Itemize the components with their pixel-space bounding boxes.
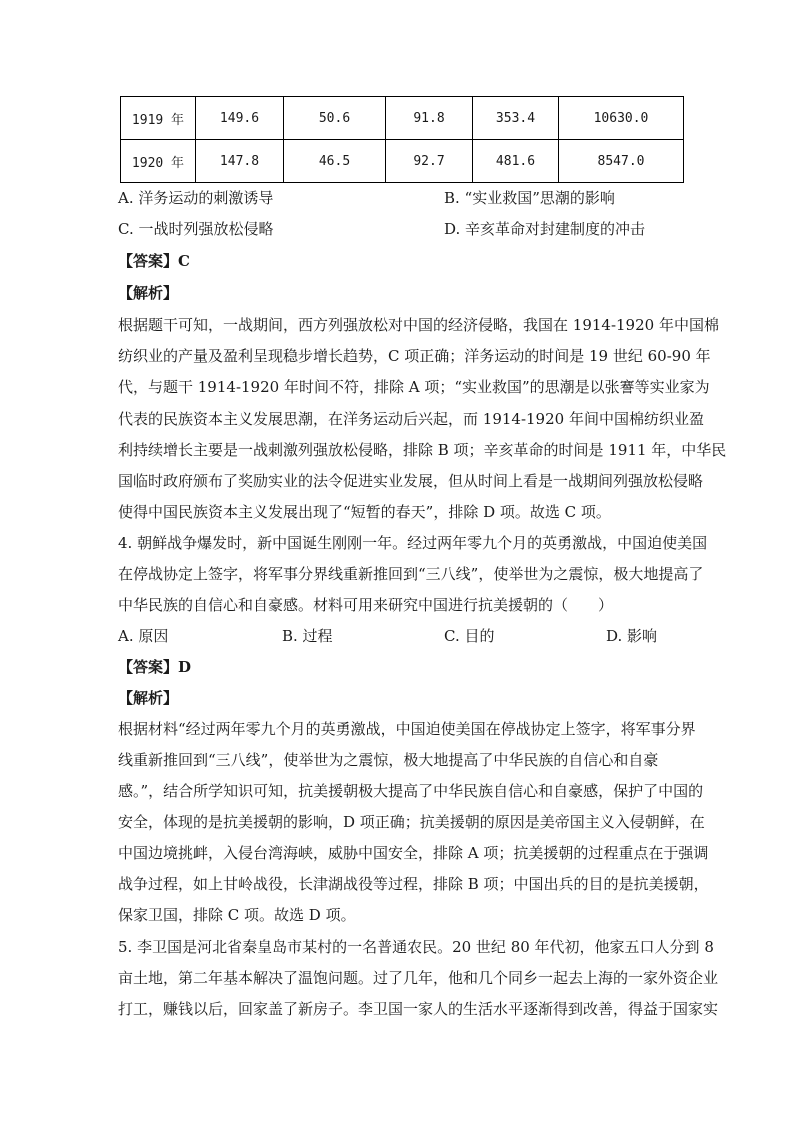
table-cell: 50.6	[284, 97, 386, 140]
table-row	[121, 140, 684, 183]
q3-analysis-line: 纺织业的产量及盈利呈现稳步增长趋势，C 项正确；洋务运动的时间是 19 世纪 60-90 年	[118, 347, 711, 365]
q3-analysis-line: 代表的民族资本主义发展思潮，在洋务运动后兴起，而 1914-1920 年间中国棉纺织业盈	[118, 410, 704, 428]
q5-stem-line: 5. 李卫国是河北省秦皇岛市某村的一名普通农民。20 世纪 80 年代初，他家五口人分到 8	[118, 938, 714, 956]
q3-analysis-line: 代，与题干 1914-1920 年时间不符，排除 A 项；“实业救国”的思潮是以张謇等实业家为	[118, 378, 710, 396]
table-cell: 91.8	[386, 97, 473, 140]
q5-stem-line: 亩土地，第二年基本解决了温饱问题。过了几年，他和几个同乡一起去上海的一家外资企业	[118, 969, 719, 987]
table-cell: 46.5	[284, 140, 386, 183]
q3-analysis-line: 利持续增长主要是一战刺激列强放松侵略，排除 B 项；辛亥革命的时间是 1911 年，中华民	[118, 441, 727, 459]
q3-answer: 【答案】C	[118, 252, 190, 270]
q3-analysis-label: 【解析】	[118, 284, 179, 302]
table-cell: 149.6	[196, 97, 284, 140]
q4-answer: 【答案】D	[118, 658, 192, 676]
q4-option-c: C. 目的	[444, 627, 495, 645]
q3-option-a: A. 洋务运动的刺激诱导	[118, 189, 274, 207]
table-cell: 92.7	[386, 140, 473, 183]
q4-analysis-line: 感。”，结合所学知识可知，抗美援朝极大提高了中华民族自信心和自豪感，保护了中国的	[118, 782, 704, 800]
q4-analysis-label: 【解析】	[118, 689, 179, 707]
q4-analysis-line: 线重新推回到“三八线”，使举世为之震惊，极大地提高了中华民族的自信心和自豪	[118, 751, 659, 769]
q4-analysis-line: 保家卫国，排除 C 项。故选 D 项。	[118, 906, 356, 924]
table-cell: 481.6	[473, 140, 559, 183]
q4-analysis-line: 战争过程，如上甘岭战役，长津湖战役等过程，排除 B 项；中国出兵的目的是抗美援朝，	[118, 875, 709, 893]
table-cell: 8547.0	[559, 140, 684, 183]
table-cell: 353.4	[473, 97, 559, 140]
table-cell: 10630.0	[559, 97, 684, 140]
q4-analysis-line: 中国边境挑衅，入侵台湾海峡，威胁中国安全，排除 A 项；抗美援朝的过程重点在于强调	[118, 844, 709, 862]
q4-stem-line: 4. 朝鲜战争爆发时，新中国诞生刚刚一年。经过两年零九个月的英勇激战，中国迫使美国	[118, 534, 708, 552]
q3-option-d: D. 辛亥革命对封建制度的冲击	[444, 220, 646, 238]
q4-stem-line: 在停战协定上签字，将军事分界线重新推回到“三八线”，使举世为之震惊，极大地提高了	[118, 565, 704, 583]
table-row	[121, 97, 684, 140]
q3-analysis-line: 使得中国民族资本主义发展出现了“短暂的春天”，排除 D 项。故选 C 项。	[118, 503, 611, 521]
data-table	[120, 96, 684, 183]
q5-stem-line: 打工，赚钱以后，回家盖了新房子。李卫国一家人的生活水平逐渐得到改善，得益于国家实	[118, 1000, 719, 1018]
q4-analysis-line: 根据材料“经过两年零九个月的英勇激战，中国迫使美国在停战协定上签字，将军事分界	[118, 720, 696, 738]
q3-analysis-line: 根据题干可知，一战期间，西方列强放松对中国的经济侵略，我国在 1914-1920 年中国棉	[118, 316, 719, 334]
q3-option-b: B. “实业救国”思潮的影响	[444, 189, 615, 207]
table-cell: 1919 年	[121, 97, 196, 140]
q4-option-d: D. 影响	[606, 627, 658, 645]
table-cell: 1920 年	[121, 140, 196, 183]
q4-analysis-line: 安全，体现的是抗美援朝的影响，D 项正确；抗美援朝的原因是美帝国主义入侵朝鲜，在	[118, 813, 705, 831]
q4-stem-line: 中华民族的自信心和自豪感。材料可用来研究中国进行抗美援朝的（ ）	[118, 596, 614, 614]
table-cell: 147.8	[196, 140, 284, 183]
q4-option-b: B. 过程	[282, 627, 333, 645]
q3-option-c: C. 一战时列强放松侵略	[118, 220, 274, 238]
q4-option-a: A. 原因	[118, 627, 169, 645]
q3-analysis-line: 国临时政府颁布了奖励实业的法令促进实业发展，但从时间上看是一战期间列强放松侵略	[118, 472, 704, 490]
